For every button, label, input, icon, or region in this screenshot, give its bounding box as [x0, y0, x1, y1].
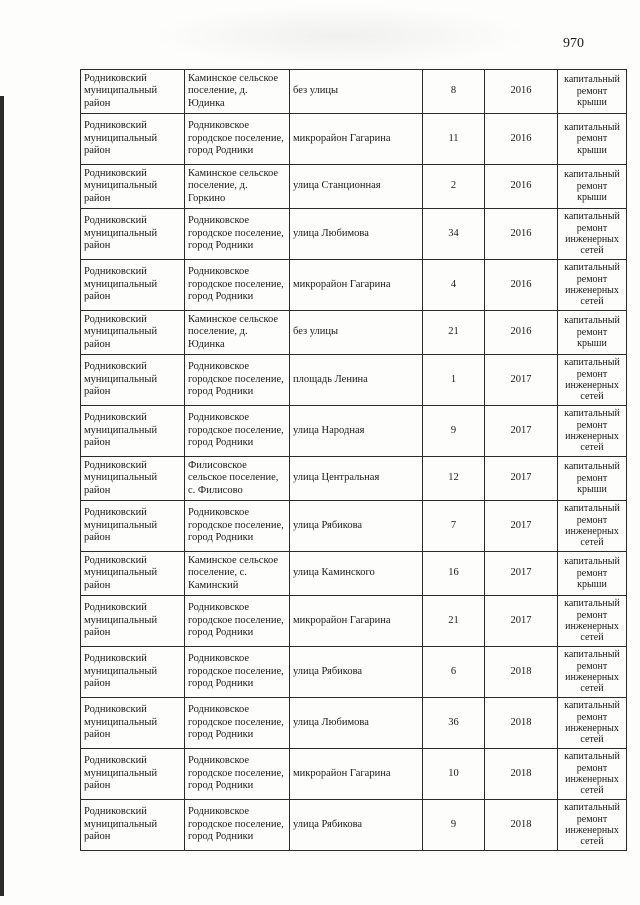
table-row: [81, 165, 627, 209]
table-row: [81, 698, 627, 749]
street-cell: микрорайон Гагарина: [290, 260, 423, 311]
district-cell: Родниковский муниципальный район: [81, 165, 185, 209]
year-cell: 2018: [485, 749, 558, 800]
street-cell: микрорайон Гагарина: [290, 114, 423, 165]
district-cell: Родниковский муниципальный район: [81, 800, 185, 851]
district-cell: Родниковский муниципальный район: [81, 552, 185, 596]
table-body: [81, 70, 627, 851]
work-type-cell: капитальный ремонт крыши: [558, 552, 627, 596]
house-number-cell: 16: [423, 552, 485, 596]
street-cell: улица Станционная: [290, 165, 423, 209]
settlement-cell: Каминское сельское поселение, д. Горкино: [185, 165, 290, 209]
district-cell: Родниковский муниципальный район: [81, 260, 185, 311]
street-cell: улица Каминского: [290, 552, 423, 596]
district-cell: Родниковский муниципальный район: [81, 114, 185, 165]
table-row: [81, 260, 627, 311]
table-row: [81, 647, 627, 698]
settlement-cell: Родниковское городское поселение, город Родники: [185, 698, 290, 749]
settlement-cell: Каминское сельское поселение, с. Каминский: [185, 552, 290, 596]
house-number-cell: 4: [423, 260, 485, 311]
district-cell: Родниковский муниципальный район: [81, 209, 185, 260]
repair-schedule-table: [80, 69, 627, 851]
house-number-cell: 1: [423, 355, 485, 406]
street-cell: улица Центральная: [290, 457, 423, 501]
table-row: [81, 209, 627, 260]
street-cell: без улицы: [290, 311, 423, 355]
district-cell: Родниковский муниципальный район: [81, 355, 185, 406]
district-cell: Родниковский муниципальный район: [81, 596, 185, 647]
table-row: [81, 406, 627, 457]
table-row: [81, 552, 627, 596]
work-type-cell: капитальный ремонт инженерных сетей: [558, 209, 627, 260]
house-number-cell: 21: [423, 596, 485, 647]
work-type-cell: капитальный ремонт инженерных сетей: [558, 596, 627, 647]
table-row: [81, 596, 627, 647]
street-cell: улица Рябикова: [290, 501, 423, 552]
work-type-cell: капитальный ремонт инженерных сетей: [558, 749, 627, 800]
table-row: [81, 501, 627, 552]
street-cell: улица Рябикова: [290, 800, 423, 851]
settlement-cell: Родниковское городское поселение, город Родники: [185, 647, 290, 698]
street-cell: улица Народная: [290, 406, 423, 457]
house-number-cell: 7: [423, 501, 485, 552]
district-cell: Родниковский муниципальный район: [81, 457, 185, 501]
table-row: [81, 800, 627, 851]
scan-bleed-through: [150, 4, 530, 68]
house-number-cell: 21: [423, 311, 485, 355]
house-number-cell: 9: [423, 800, 485, 851]
settlement-cell: Родниковское городское поселение, город Родники: [185, 749, 290, 800]
table-row: [81, 355, 627, 406]
settlement-cell: Родниковское городское поселение, город Родники: [185, 114, 290, 165]
street-cell: микрорайон Гагарина: [290, 596, 423, 647]
work-type-cell: капитальный ремонт инженерных сетей: [558, 501, 627, 552]
year-cell: 2016: [485, 165, 558, 209]
year-cell: 2017: [485, 355, 558, 406]
house-number-cell: 11: [423, 114, 485, 165]
year-cell: 2016: [485, 209, 558, 260]
street-cell: площадь Ленина: [290, 355, 423, 406]
work-type-cell: капитальный ремонт крыши: [558, 311, 627, 355]
work-type-cell: капитальный ремонт крыши: [558, 457, 627, 501]
district-cell: Родниковский муниципальный район: [81, 647, 185, 698]
settlement-cell: Родниковское городское поселение, город Родники: [185, 596, 290, 647]
work-type-cell: капитальный ремонт инженерных сетей: [558, 355, 627, 406]
house-number-cell: 8: [423, 70, 485, 114]
year-cell: 2018: [485, 647, 558, 698]
work-type-cell: капитальный ремонт крыши: [558, 114, 627, 165]
street-cell: без улицы: [290, 70, 423, 114]
street-cell: микрорайон Гагарина: [290, 749, 423, 800]
settlement-cell: Каминское сельское поселение, д. Юдинка: [185, 311, 290, 355]
house-number-cell: 10: [423, 749, 485, 800]
work-type-cell: капитальный ремонт инженерных сетей: [558, 260, 627, 311]
year-cell: 2016: [485, 70, 558, 114]
year-cell: 2017: [485, 406, 558, 457]
year-cell: 2017: [485, 596, 558, 647]
settlement-cell: Родниковское городское поселение, город Родники: [185, 260, 290, 311]
page-number: 970: [563, 36, 584, 51]
work-type-cell: капитальный ремонт крыши: [558, 165, 627, 209]
table-row: [81, 70, 627, 114]
settlement-cell: Родниковское городское поселение, город Родники: [185, 501, 290, 552]
street-cell: улица Рябикова: [290, 647, 423, 698]
district-cell: Родниковский муниципальный район: [81, 70, 185, 114]
house-number-cell: 34: [423, 209, 485, 260]
house-number-cell: 9: [423, 406, 485, 457]
settlement-cell: Филисовское сельское поселение, с. Филисово: [185, 457, 290, 501]
settlement-cell: Родниковское городское поселение, город Родники: [185, 209, 290, 260]
work-type-cell: капитальный ремонт крыши: [558, 70, 627, 114]
district-cell: Родниковский муниципальный район: [81, 406, 185, 457]
work-type-cell: капитальный ремонт инженерных сетей: [558, 800, 627, 851]
work-type-cell: капитальный ремонт инженерных сетей: [558, 698, 627, 749]
year-cell: 2016: [485, 260, 558, 311]
street-cell: улица Любимова: [290, 209, 423, 260]
settlement-cell: Родниковское городское поселение, город Родники: [185, 800, 290, 851]
scan-edge-bar: [0, 96, 4, 896]
work-type-cell: капитальный ремонт инженерных сетей: [558, 647, 627, 698]
year-cell: 2018: [485, 698, 558, 749]
year-cell: 2018: [485, 800, 558, 851]
settlement-cell: Родниковское городское поселение, город Родники: [185, 406, 290, 457]
year-cell: 2017: [485, 457, 558, 501]
year-cell: 2017: [485, 501, 558, 552]
house-number-cell: 36: [423, 698, 485, 749]
year-cell: 2017: [485, 552, 558, 596]
district-cell: Родниковский муниципальный район: [81, 501, 185, 552]
house-number-cell: 12: [423, 457, 485, 501]
settlement-cell: Каминское сельское поселение, д. Юдинка: [185, 70, 290, 114]
table-row: [81, 114, 627, 165]
district-cell: Родниковский муниципальный район: [81, 698, 185, 749]
table-row: [81, 311, 627, 355]
street-cell: улица Любимова: [290, 698, 423, 749]
district-cell: Родниковский муниципальный район: [81, 749, 185, 800]
year-cell: 2016: [485, 311, 558, 355]
table-row: [81, 457, 627, 501]
settlement-cell: Родниковское городское поселение, город Родники: [185, 355, 290, 406]
work-type-cell: капитальный ремонт инженерных сетей: [558, 406, 627, 457]
house-number-cell: 6: [423, 647, 485, 698]
year-cell: 2016: [485, 114, 558, 165]
district-cell: Родниковский муниципальный район: [81, 311, 185, 355]
table-row: [81, 749, 627, 800]
house-number-cell: 2: [423, 165, 485, 209]
